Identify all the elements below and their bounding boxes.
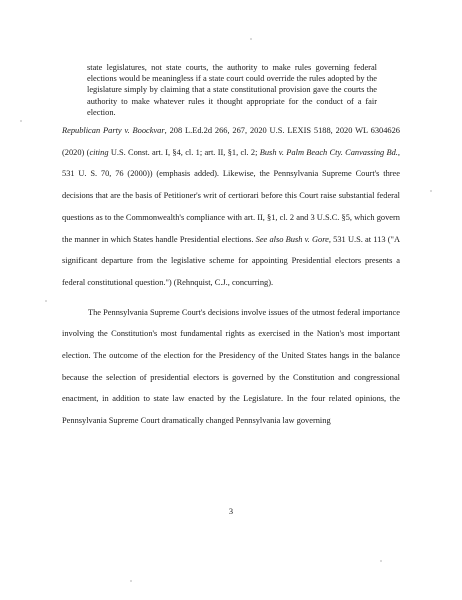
block-quote: state legislatures, not state courts, the authority to make rules governing federal elections would be meaningless if a state court could override the rules adopted by the legislature simply by claiming that a state constitutional provision gave the courts the authority to make whatever rules it thought appropriate for the conduct of a fair election. <box>87 63 377 117</box>
see-also-bush-v-gore: See also Bush v. Gore <box>255 234 329 244</box>
citation-text-continued: , 531 U. S. 70, 76 (2000)) (emphasis added). Likewise, the Pennsylvania Supreme Court's three decisions that are the basis of Petitioner's writ of certiorari before this Court raise substantial federal questions as to the Commonwealth's compliance with art. II, §1, cl. 2 and 3 U.S.C. §5, which govern the manner in which States handle Presidential elections. <box>62 147 400 244</box>
citation-text: , 208 L.Ed.2d 266, 267, 2020 U.S. LEXIS 5188, 2020 WL 6304626 (2020) ( <box>62 126 400 157</box>
citing-signal: citing <box>89 147 109 157</box>
paragraph-citation <box>62 120 400 294</box>
paragraph-importance: The Pennsylvania Supreme Court's decisions involve issues of the utmost federal importance involving the Constitution's most fundamental rights as exercised in the Nation's most important election. The outcome of the election for the Presidency of the United States hangs in the balance because the selection of presidential electors is governed by the Constitution and congressional enactment, in addition to state law enacted by the Legislature. In the four related opinions, the Pennsylvania Supreme Court dramatically changed Pennsylvania law governing <box>62 307 400 426</box>
case-name-bush-palm-beach: Bush v. Palm Beach Cty. Canvassing Bd. <box>259 147 398 157</box>
bush-v-gore-citation: , 531 U.S. at 113 ("A significant departure from the legislative scheme for appointing Presidential electors presents a federal constitutional question.") (Rehnquist, C.J., concurring). <box>62 234 400 287</box>
body-text <box>62 120 400 432</box>
constitution-citation: U.S. Const. art. I, §4, cl. 1; art. II, §1, cl. 2; <box>108 147 260 157</box>
page-number: 3 <box>228 507 234 516</box>
case-name-boockvar: Republican Party v. Boockvar <box>62 126 165 135</box>
